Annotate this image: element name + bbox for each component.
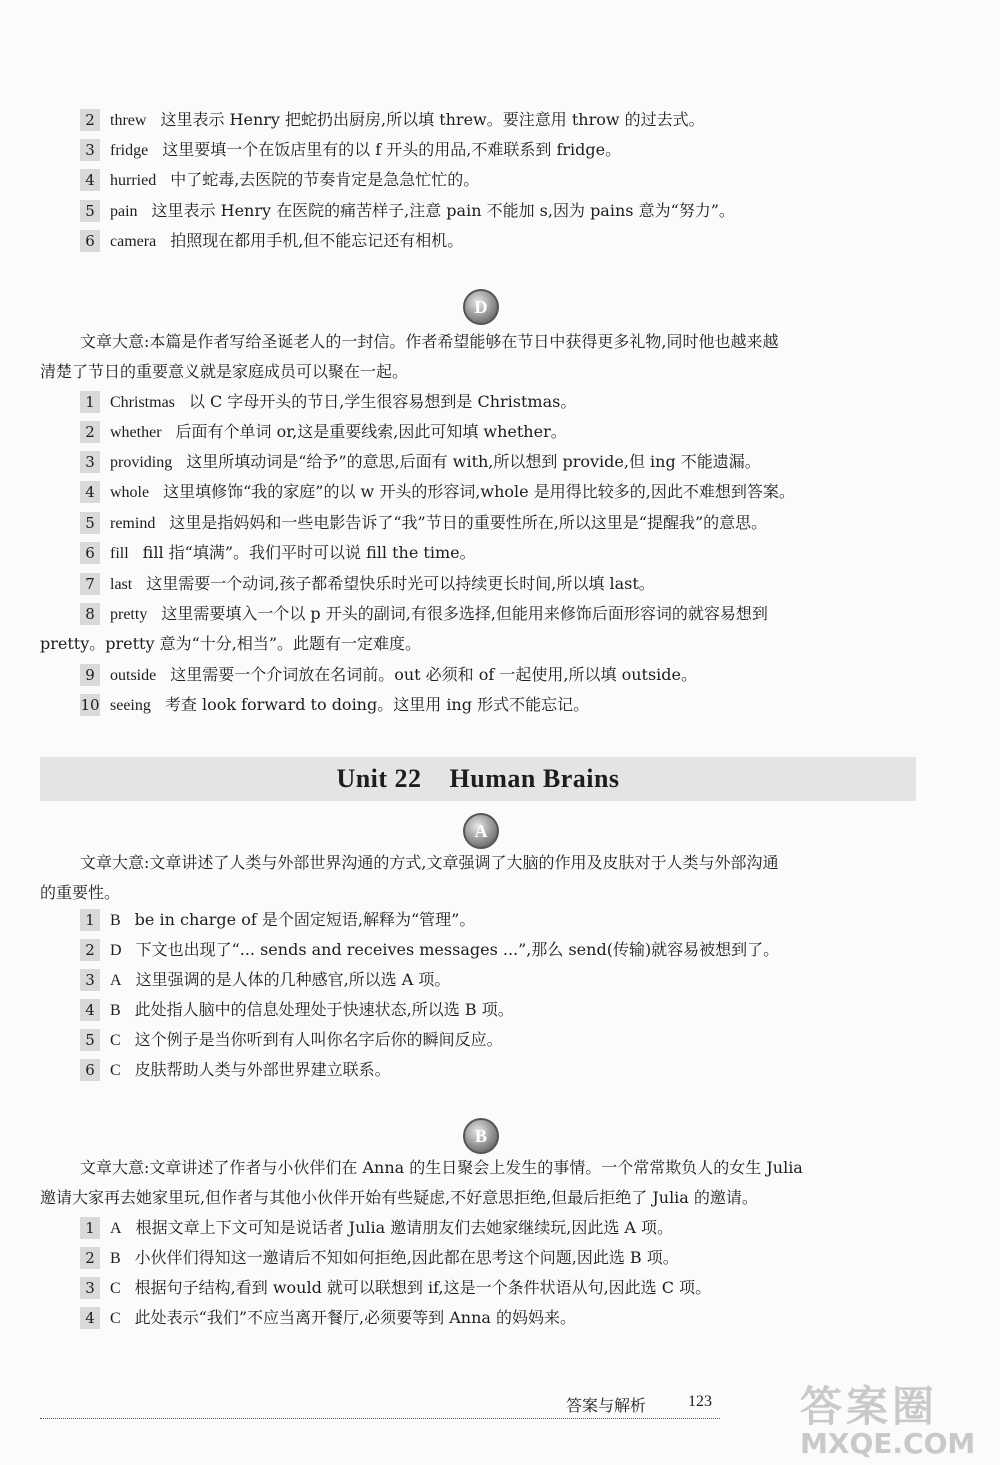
item-explanation: 这个例子是当你听到有人叫你名字后你的瞬间反应。 — [134, 1030, 503, 1049]
c-item-5 — [80, 196, 930, 227]
item-number: 9 — [80, 664, 100, 686]
item-explanation: fill 指“填满”。我们平时可以说 fill the time。 — [142, 543, 476, 562]
watermark-logo — [800, 1382, 990, 1460]
d-item-8 — [80, 599, 930, 630]
unit-title: Unit 22 Human Brains — [336, 764, 620, 793]
summary-line: 文章大意:文章讲述了作者与小伙伴们在 Anna 的生日聚会上发生的事情。一个常常欺负人的女生 Julia — [80, 1158, 803, 1177]
item-explanation: 这里所填动词是“给予”的意思,后面有 with,所以想到 provide,但 ing 不能遗漏。 — [186, 452, 761, 471]
item-number: 3 — [80, 1277, 100, 1299]
d-item-3 — [80, 447, 930, 478]
item-number: 2 — [80, 421, 100, 443]
item-explanation: 这里强调的是人体的几种感官,所以选 A 项。 — [135, 970, 451, 989]
section-a-summary — [40, 848, 920, 908]
item-number: 3 — [80, 451, 100, 473]
item-answer: seeing — [110, 697, 151, 714]
item-number: 2 — [80, 1247, 100, 1269]
item-number: 5 — [80, 200, 100, 222]
d-item-10 — [80, 690, 930, 721]
d-item-9 — [80, 660, 930, 691]
summary-line: 文章大意:文章讲述了人类与外部世界沟通的方式,文章强调了大脑的作用及皮肤对于人类与外部沟通 — [80, 853, 779, 872]
item-answer: C — [110, 1310, 121, 1327]
section-d-summary — [40, 327, 920, 387]
item-answer: B — [110, 1250, 121, 1267]
item-explanation: 这里填修饰“我的家庭”的以 w 开头的形容词,whole 是用得比较多的,因此不难想到答案。 — [163, 482, 795, 501]
section-a-badge: A — [463, 813, 499, 849]
item-answer: C — [110, 1280, 121, 1297]
footer-label: 答案与解析 — [566, 1396, 647, 1415]
b-item-1 — [80, 1213, 930, 1244]
item-explanation: 这里需要一个介词放在名词前。out 必须和 of 一起使用,所以填 outside。 — [170, 665, 697, 684]
item-number: 6 — [80, 542, 100, 564]
summary-line: 清楚了节日的重要意义就是家庭成员可以聚在一起。 — [40, 362, 409, 381]
b-item-2 — [80, 1243, 930, 1274]
item-explanation: 小伙伴们得知这一邀请后不知如何拒绝,因此都在思考这个问题,因此选 B 项。 — [134, 1248, 679, 1267]
watermark-text: 答案圈 — [800, 1382, 939, 1431]
item-explanation: 拍照现在都用手机,但不能忘记还有相机。 — [170, 231, 464, 250]
item-number: 3 — [80, 139, 100, 161]
item-answer: B — [110, 1002, 121, 1019]
item-answer: C — [110, 1032, 121, 1049]
item-explanation: 根据文章上下文可知是说话者 Julia 邀请朋友们去她家继续玩,因此选 A 项。 — [135, 1218, 674, 1237]
item-number: 3 — [80, 969, 100, 991]
item-number: 2 — [80, 939, 100, 961]
item-answer: A — [110, 972, 122, 989]
item-explanation: 这里是指妈妈和一些电影告诉了“我”节日的重要性所在,所以这里是“提醒我”的意思。 — [169, 513, 768, 532]
item-answer: D — [110, 942, 122, 959]
d-item-8-continued: pretty。pretty 意为“十分,相当”。此题有一定难度。 — [40, 634, 422, 653]
item-number: 4 — [80, 169, 100, 191]
footer-rule — [40, 1418, 720, 1419]
item-number: 1 — [80, 1217, 100, 1239]
a-item-6 — [80, 1055, 930, 1086]
item-answer: hurried — [110, 172, 157, 189]
item-explanation: 中了蛇毒,去医院的节奏肯定是急急忙忙的。 — [170, 170, 480, 189]
item-number: 2 — [80, 109, 100, 131]
b-item-4 — [80, 1303, 930, 1334]
item-explanation: 根据句子结构,看到 would 就可以联想到 if,这是一个条件状语从句,因此选 C 项。 — [134, 1278, 712, 1297]
c-item-2 — [80, 105, 930, 136]
item-number: 4 — [80, 481, 100, 503]
b-item-3 — [80, 1273, 930, 1304]
d-item-1 — [80, 387, 930, 418]
item-answer: fridge — [110, 142, 149, 159]
item-explanation: 考查 look forward to doing。这里用 ing 形式不能忘记。 — [164, 695, 590, 714]
d-item-6 — [80, 538, 930, 569]
section-d-badge: D — [463, 289, 499, 325]
item-answer: pain — [110, 203, 138, 220]
item-number: 6 — [80, 230, 100, 252]
c-item-4 — [80, 165, 930, 196]
item-answer: last — [110, 576, 133, 593]
item-answer: whether — [110, 424, 162, 441]
item-answer: threw — [110, 112, 147, 129]
item-answer: whole — [110, 484, 150, 501]
item-answer: Christmas — [110, 394, 175, 411]
item-number: 1 — [80, 391, 100, 413]
item-number: 6 — [80, 1059, 100, 1081]
d-item-2 — [80, 417, 930, 448]
item-answer: A — [110, 1220, 122, 1237]
item-number: 7 — [80, 573, 100, 595]
item-explanation: 这里需要填入一个以 p 开头的副词,有很多选择,但能用来修饰后面形容词的就容易想到 — [161, 604, 768, 623]
item-answer: outside — [110, 667, 157, 684]
summary-line: 的重要性。 — [40, 883, 121, 902]
c-item-3 — [80, 135, 930, 166]
a-item-2 — [80, 935, 930, 966]
item-explanation: 这里要填一个在饭店里有的以 f 开头的用品,不难联系到 fridge。 — [162, 140, 622, 159]
summary-line: 文章大意:本篇是作者写给圣诞老人的一封信。作者希望能够在节日中获得更多礼物,同时他也越来越 — [80, 332, 779, 351]
watermark-url: MXQE.COM — [800, 1427, 976, 1460]
summary-line: 邀请大家再去她家里玩,但作者与其他小伙伴开始有些疑虑,不好意思拒绝,但最后拒绝了 Julia 的邀请。 — [40, 1188, 758, 1207]
item-explanation: 这里需要一个动词,孩子都希望快乐时光可以持续更长时间,所以填 last。 — [146, 574, 655, 593]
item-number: 4 — [80, 999, 100, 1021]
item-number: 8 — [80, 603, 100, 625]
item-explanation: 这里表示 Henry 在医院的痛苦样子,注意 pain 不能加 s,因为 pains 意为“努力”。 — [151, 201, 735, 220]
a-item-1 — [80, 905, 930, 936]
a-item-5 — [80, 1025, 930, 1056]
item-explanation: 此处表示“我们”不应当离开餐厅,必须要等到 Anna 的妈妈来。 — [134, 1308, 576, 1327]
item-answer: remind — [110, 515, 156, 532]
item-number: 4 — [80, 1307, 100, 1329]
item-explanation: 此处指人脑中的信息处理处于快速状态,所以选 B 项。 — [134, 1000, 514, 1019]
item-explanation: 下文也出现了“... sends and receives messages ...”,那么 send(传输)就容易被想到了。 — [135, 940, 780, 959]
unit-title-bar — [40, 757, 916, 801]
item-explanation: 这里表示 Henry 把蛇扔出厨房,所以填 threw。要注意用 throw 的过去式。 — [160, 110, 705, 129]
page-number: 123 — [688, 1393, 712, 1410]
item-number: 5 — [80, 1029, 100, 1051]
item-number: 5 — [80, 512, 100, 534]
item-explanation: 后面有个单词 or,这是重要线索,因此可知填 whether。 — [175, 422, 567, 441]
item-answer: pretty — [110, 606, 148, 623]
section-b-badge: B — [463, 1118, 499, 1154]
item-answer: B — [110, 912, 121, 929]
item-explanation: 皮肤帮助人类与外部世界建立联系。 — [134, 1060, 391, 1079]
item-number: 1 — [80, 909, 100, 931]
a-item-4 — [80, 995, 930, 1026]
item-number: 10 — [80, 696, 100, 714]
d-item-5 — [80, 508, 930, 539]
item-answer: camera — [110, 233, 157, 250]
section-b-summary — [40, 1153, 920, 1213]
item-explanation: be in charge of 是个固定短语,解释为“管理”。 — [134, 910, 476, 929]
item-answer: fill — [110, 545, 129, 562]
item-answer: providing — [110, 454, 173, 471]
c-item-6 — [80, 226, 930, 257]
a-item-3 — [80, 965, 930, 996]
item-answer: C — [110, 1062, 121, 1079]
item-explanation: 以 C 字母开头的节日,学生很容易想到是 Christmas。 — [188, 392, 577, 411]
d-item-4 — [80, 477, 930, 508]
d-item-7 — [80, 569, 930, 600]
